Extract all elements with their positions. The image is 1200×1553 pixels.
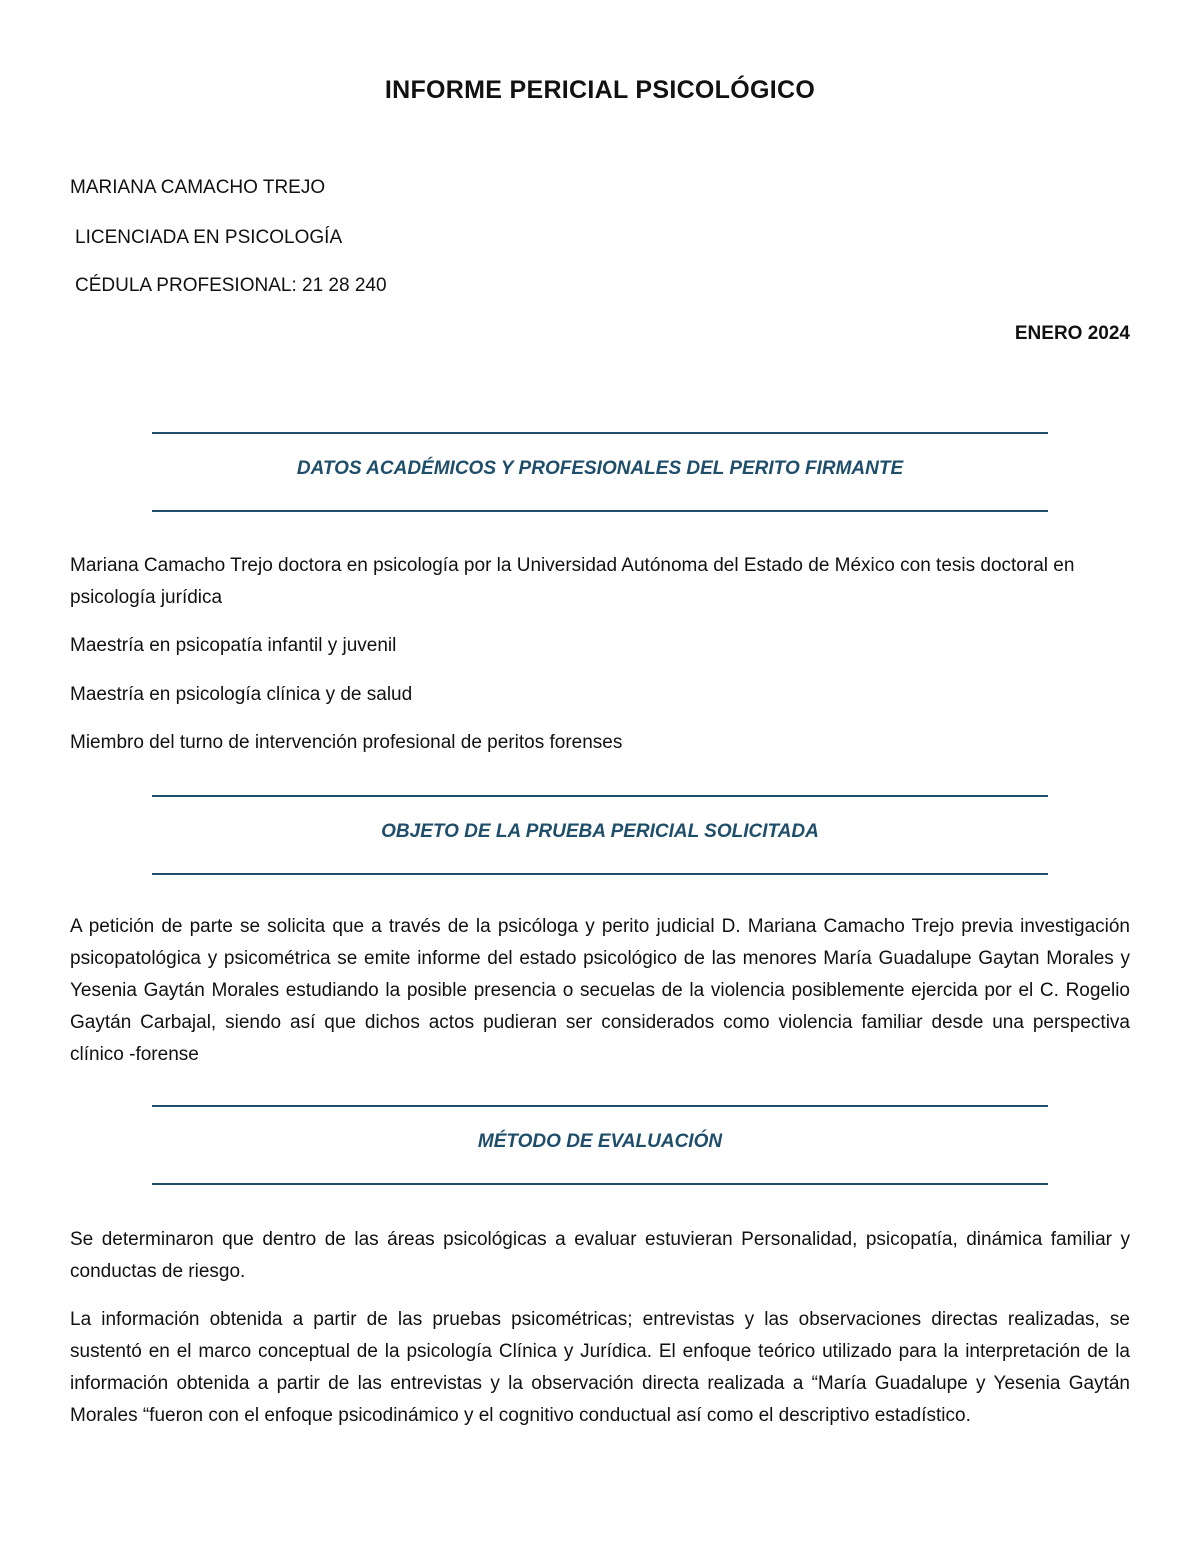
paragraph: La información obtenida a partir de las pruebas psicométricas; entrevistas y las observaciones directas realizadas, se sustentó en el marco conceptual de la psicología Clínica y Jurídica. El enfoque teórico utilizado para la interpretación de la información obtenida a partir de las entrevistas y la observación directa realizada a “María Guadalupe y Yesenia Gaytán Morales “fueron con el enfoque psicodinámico y el cognitivo conductual así como el descriptivo estadístico.: [70, 1309, 1130, 1426]
section-header-credentials: [152, 432, 1048, 512]
paragraph: A petición de parte se solicita que a través de la psicóloga y perito judicial D. Mariana Camacho Trejo previa investigación psicopatológica y psicométrica se emite informe del estado psicológico de las menores María Guadalupe Gaytan Morales y Yesenia Gaytán Morales estudiando la posible presencia o secuelas de la violencia posiblemente ejercida por el C. Rogelio Gaytán Carbajal, siendo así que dichos actos pudieran ser considerados como violencia familiar desde una perspectiva clínico -forense: [70, 916, 1130, 1065]
section-title: OBJETO DE LA PRUEBA PERICIAL SOLICITADA: [381, 821, 819, 842]
section-header-method: [152, 1105, 1048, 1185]
paragraph: Se determinaron que dentro de las áreas psicológicas a evaluar estuvieran Personalidad, psicopatía, dinámica familiar y conductas de riesgo.: [70, 1229, 1130, 1282]
section-divider-top: [152, 795, 1048, 797]
section-header-objective: [152, 795, 1048, 875]
paragraph: Mariana Camacho Trejo doctora en psicología por la Universidad Autónoma del Estado de México con tesis doctoral en psicología jurídica: [70, 555, 1075, 608]
professional-license: CÉDULA PROFESIONAL: 21 28 240: [75, 275, 387, 296]
section-divider-bottom: [152, 510, 1048, 512]
paragraph: Miembro del turno de intervención profesional de peritos forenses: [70, 732, 623, 753]
section-divider-bottom: [152, 1183, 1048, 1185]
section-title: DATOS ACADÉMICOS Y PROFESIONALES DEL PERITO FIRMANTE: [296, 458, 904, 479]
document-date: ENERO 2024: [1014, 323, 1130, 344]
section-divider-bottom: [152, 873, 1048, 875]
paragraph: Maestría en psicopatía infantil y juvenil: [70, 635, 397, 656]
section-divider-top: [152, 432, 1048, 434]
section-title: MÉTODO DE EVALUACIÓN: [477, 1131, 723, 1152]
section-divider-top: [152, 1105, 1048, 1107]
author-degree: LICENCIADA EN PSICOLOGÍA: [75, 227, 343, 248]
document-title: INFORME PERICIAL PSICOLÓGICO: [384, 76, 816, 104]
paragraph: Maestría en psicología clínica y de salud: [70, 684, 413, 705]
author-name: MARIANA CAMACHO TREJO: [70, 177, 326, 198]
